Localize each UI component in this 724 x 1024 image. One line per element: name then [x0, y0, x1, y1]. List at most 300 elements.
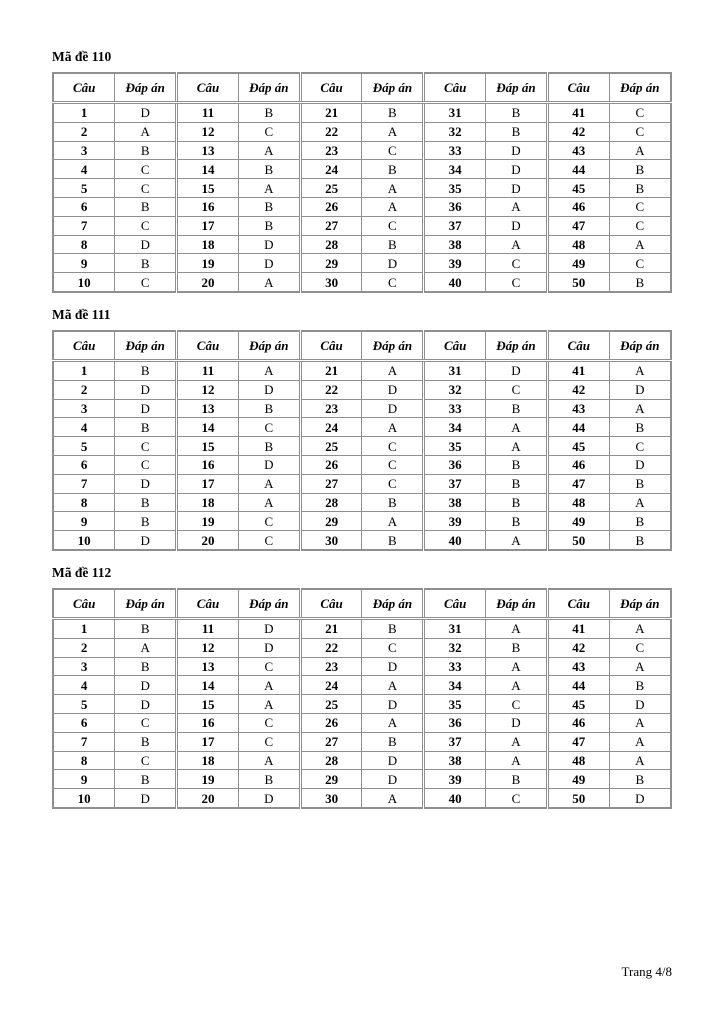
answer-cell: B [362, 619, 424, 639]
question-number: 38 [424, 751, 486, 770]
page-number: Trang 4/8 [621, 964, 672, 979]
table-row [53, 789, 671, 808]
header-dap-an: Đáp án [238, 73, 300, 103]
answer-cell: C [115, 713, 177, 732]
answer-cell: B [609, 474, 671, 493]
answer-cell: A [609, 619, 671, 639]
question-number: 38 [424, 493, 486, 512]
question-number: 43 [547, 141, 609, 160]
question-number: 26 [300, 713, 362, 732]
answer-cell: A [609, 732, 671, 751]
answer-cell: A [609, 493, 671, 512]
answer-cell: C [609, 638, 671, 657]
answer-cell: B [486, 455, 548, 474]
answer-cell: A [362, 197, 424, 216]
answer-table [52, 588, 672, 809]
question-number: 39 [424, 254, 486, 273]
question-number: 23 [300, 399, 362, 418]
answer-cell: A [362, 676, 424, 695]
answer-cell: B [362, 531, 424, 550]
answer-cell: D [238, 789, 300, 808]
question-number: 23 [300, 657, 362, 676]
question-number: 12 [177, 380, 239, 399]
question-number: 44 [547, 160, 609, 179]
question-number: 15 [177, 437, 239, 456]
answer-cell: A [362, 713, 424, 732]
question-number: 45 [547, 695, 609, 714]
question-number: 19 [177, 512, 239, 531]
question-number: 11 [177, 361, 239, 381]
question-number: 14 [177, 676, 239, 695]
question-number: 37 [424, 474, 486, 493]
answer-cell: D [486, 141, 548, 160]
answer-cell: A [362, 122, 424, 141]
answer-cell: D [115, 103, 177, 123]
question-number: 36 [424, 197, 486, 216]
answer-cell: C [115, 455, 177, 474]
answer-cell: A [362, 361, 424, 381]
question-number: 30 [300, 531, 362, 550]
answer-cell: C [486, 789, 548, 808]
question-number: 33 [424, 399, 486, 418]
answer-cell: B [362, 493, 424, 512]
answer-cell: B [115, 770, 177, 789]
answer-cell: C [362, 273, 424, 292]
question-number: 48 [547, 235, 609, 254]
header-cau: Câu [424, 73, 486, 103]
answer-cell: D [115, 380, 177, 399]
question-number: 2 [53, 122, 115, 141]
question-number: 11 [177, 103, 239, 123]
answer-cell: B [115, 254, 177, 273]
answer-cell: D [362, 399, 424, 418]
answer-cell: C [238, 512, 300, 531]
question-number: 26 [300, 197, 362, 216]
question-number: 45 [547, 179, 609, 198]
answer-cell: D [115, 676, 177, 695]
answer-cell: D [115, 789, 177, 808]
table-row [53, 455, 671, 474]
answer-cell: A [486, 437, 548, 456]
question-number: 6 [53, 455, 115, 474]
answer-cell: D [609, 380, 671, 399]
question-number: 34 [424, 676, 486, 695]
question-number: 14 [177, 418, 239, 437]
section-title: Mã đề 110 [52, 49, 112, 64]
question-number: 31 [424, 361, 486, 381]
question-number: 46 [547, 197, 609, 216]
answer-cell: A [362, 179, 424, 198]
table-row [53, 512, 671, 531]
answer-cell: B [486, 493, 548, 512]
question-number: 25 [300, 695, 362, 714]
answer-cell: C [238, 531, 300, 550]
table-row [53, 197, 671, 216]
answer-cell: A [115, 638, 177, 657]
question-number: 40 [424, 789, 486, 808]
answer-cell: C [486, 380, 548, 399]
question-number: 15 [177, 695, 239, 714]
header-cau: Câu [177, 331, 239, 361]
question-number: 5 [53, 695, 115, 714]
question-number: 17 [177, 732, 239, 751]
header-cau: Câu [547, 589, 609, 619]
question-number: 30 [300, 789, 362, 808]
question-number: 27 [300, 732, 362, 751]
answer-cell: B [115, 732, 177, 751]
question-number: 8 [53, 751, 115, 770]
question-number: 9 [53, 254, 115, 273]
answer-cell: C [362, 474, 424, 493]
answer-cell: A [486, 619, 548, 639]
table-row [53, 361, 671, 381]
question-number: 3 [53, 399, 115, 418]
answer-cell: B [238, 770, 300, 789]
answer-cell: A [362, 789, 424, 808]
question-number: 19 [177, 770, 239, 789]
question-number: 37 [424, 732, 486, 751]
section-title: Mã đề 112 [52, 565, 112, 580]
question-number: 17 [177, 474, 239, 493]
answer-cell: B [362, 160, 424, 179]
question-number: 7 [53, 474, 115, 493]
question-number: 24 [300, 418, 362, 437]
question-number: 2 [53, 638, 115, 657]
question-number: 33 [424, 657, 486, 676]
answer-section [52, 48, 672, 293]
answer-cell: B [609, 273, 671, 292]
table-row [53, 770, 671, 789]
question-number: 3 [53, 141, 115, 160]
answer-cell: A [609, 235, 671, 254]
question-number: 16 [177, 713, 239, 732]
question-number: 15 [177, 179, 239, 198]
answer-cell: C [115, 751, 177, 770]
question-number: 21 [300, 619, 362, 639]
question-number: 3 [53, 657, 115, 676]
answer-cell: A [486, 418, 548, 437]
answer-cell: A [486, 676, 548, 695]
table-row [53, 695, 671, 714]
answer-cell: B [609, 160, 671, 179]
question-number: 30 [300, 273, 362, 292]
table-row [53, 437, 671, 456]
table-row [53, 122, 671, 141]
answer-cell: B [486, 512, 548, 531]
answer-cell: B [238, 160, 300, 179]
answer-cell: C [609, 437, 671, 456]
table-row [53, 179, 671, 198]
question-number: 29 [300, 770, 362, 789]
answer-cell: A [238, 361, 300, 381]
question-number: 47 [547, 732, 609, 751]
answer-cell: B [115, 197, 177, 216]
header-dap-an: Đáp án [609, 331, 671, 361]
section-title: Mã đề 111 [52, 307, 111, 322]
answer-cell: D [115, 474, 177, 493]
question-number: 40 [424, 531, 486, 550]
answer-cell: C [115, 216, 177, 235]
table-row [53, 657, 671, 676]
table-row [53, 141, 671, 160]
table-row [53, 713, 671, 732]
header-dap-an: Đáp án [486, 331, 548, 361]
question-number: 37 [424, 216, 486, 235]
question-number: 14 [177, 160, 239, 179]
answer-cell: C [362, 455, 424, 474]
question-number: 33 [424, 141, 486, 160]
answer-cell: A [238, 676, 300, 695]
table-row [53, 751, 671, 770]
answer-cell: D [238, 455, 300, 474]
answer-cell: A [238, 751, 300, 770]
answer-table [52, 330, 672, 551]
header-dap-an: Đáp án [238, 331, 300, 361]
question-number: 49 [547, 512, 609, 531]
answer-cell: C [238, 657, 300, 676]
answer-cell: A [609, 141, 671, 160]
answer-cell: D [115, 399, 177, 418]
question-number: 35 [424, 695, 486, 714]
question-number: 27 [300, 474, 362, 493]
answer-cell: D [486, 713, 548, 732]
question-number: 24 [300, 160, 362, 179]
answer-cell: C [609, 103, 671, 123]
answer-cell: C [115, 179, 177, 198]
answer-cell: B [238, 216, 300, 235]
answer-cell: D [609, 455, 671, 474]
question-number: 8 [53, 493, 115, 512]
answer-cell: D [362, 380, 424, 399]
question-number: 48 [547, 493, 609, 512]
question-number: 31 [424, 619, 486, 639]
question-number: 19 [177, 254, 239, 273]
answer-cell: C [238, 418, 300, 437]
answer-cell: C [362, 216, 424, 235]
answer-cell: B [115, 512, 177, 531]
answer-cell: A [486, 732, 548, 751]
answer-cell: D [362, 751, 424, 770]
question-number: 8 [53, 235, 115, 254]
question-number: 4 [53, 160, 115, 179]
answer-cell: D [362, 695, 424, 714]
question-number: 29 [300, 512, 362, 531]
answer-cell: B [486, 474, 548, 493]
answer-cell: D [238, 619, 300, 639]
question-number: 39 [424, 770, 486, 789]
header-cau: Câu [547, 73, 609, 103]
question-number: 50 [547, 789, 609, 808]
header-cau: Câu [300, 331, 362, 361]
header-dap-an: Đáp án [238, 589, 300, 619]
question-number: 10 [53, 273, 115, 292]
question-number: 43 [547, 657, 609, 676]
answer-cell: B [609, 531, 671, 550]
question-number: 28 [300, 751, 362, 770]
answer-cell: A [362, 512, 424, 531]
answer-cell: C [238, 732, 300, 751]
question-number: 4 [53, 418, 115, 437]
answer-cell: C [486, 254, 548, 273]
question-number: 39 [424, 512, 486, 531]
answer-cell: B [486, 103, 548, 123]
question-number: 28 [300, 235, 362, 254]
question-number: 18 [177, 235, 239, 254]
question-number: 2 [53, 380, 115, 399]
answer-cell: B [115, 657, 177, 676]
question-number: 22 [300, 122, 362, 141]
answer-cell: D [486, 361, 548, 381]
answer-cell: B [115, 619, 177, 639]
question-number: 13 [177, 141, 239, 160]
question-number: 42 [547, 380, 609, 399]
question-number: 5 [53, 179, 115, 198]
answer-cell: B [609, 179, 671, 198]
answer-cell: B [609, 770, 671, 789]
question-number: 31 [424, 103, 486, 123]
header-dap-an: Đáp án [362, 73, 424, 103]
answer-cell: A [609, 399, 671, 418]
answer-cell: D [362, 254, 424, 273]
question-number: 10 [53, 789, 115, 808]
answer-cell: B [609, 418, 671, 437]
header-cau: Câu [53, 589, 115, 619]
answer-cell: B [362, 732, 424, 751]
question-number: 32 [424, 122, 486, 141]
question-number: 25 [300, 437, 362, 456]
table-row [53, 474, 671, 493]
table-row [53, 380, 671, 399]
question-number: 43 [547, 399, 609, 418]
answer-cell: B [115, 361, 177, 381]
question-number: 44 [547, 418, 609, 437]
answer-cell: B [362, 103, 424, 123]
question-number: 46 [547, 455, 609, 474]
header-dap-an: Đáp án [362, 331, 424, 361]
question-number: 28 [300, 493, 362, 512]
question-number: 26 [300, 455, 362, 474]
header-cau: Câu [424, 331, 486, 361]
header-cau: Câu [53, 73, 115, 103]
question-number: 9 [53, 512, 115, 531]
question-number: 21 [300, 103, 362, 123]
question-number: 6 [53, 197, 115, 216]
header-dap-an: Đáp án [362, 589, 424, 619]
answer-cell: B [238, 103, 300, 123]
answer-cell: B [238, 197, 300, 216]
question-number: 5 [53, 437, 115, 456]
question-number: 49 [547, 770, 609, 789]
question-number: 45 [547, 437, 609, 456]
question-number: 18 [177, 493, 239, 512]
header-dap-an: Đáp án [486, 73, 548, 103]
question-number: 22 [300, 380, 362, 399]
header-cau: Câu [300, 589, 362, 619]
header-cau: Câu [547, 331, 609, 361]
answer-cell: B [362, 235, 424, 254]
answer-cell: B [238, 437, 300, 456]
answer-cell: A [486, 531, 548, 550]
question-number: 34 [424, 418, 486, 437]
answer-cell: D [115, 531, 177, 550]
answer-cell: B [486, 770, 548, 789]
question-number: 20 [177, 789, 239, 808]
header-cau: Câu [424, 589, 486, 619]
question-number: 11 [177, 619, 239, 639]
header-cau: Câu [177, 73, 239, 103]
question-number: 38 [424, 235, 486, 254]
table-row [53, 619, 671, 639]
header-dap-an: Đáp án [115, 589, 177, 619]
question-number: 18 [177, 751, 239, 770]
question-number: 13 [177, 657, 239, 676]
question-number: 50 [547, 273, 609, 292]
answer-cell: A [238, 141, 300, 160]
answer-cell: B [486, 399, 548, 418]
answer-section [52, 306, 672, 551]
answer-cell: B [609, 512, 671, 531]
answer-cell: C [362, 437, 424, 456]
question-number: 41 [547, 103, 609, 123]
question-number: 49 [547, 254, 609, 273]
question-number: 35 [424, 179, 486, 198]
answer-cell: A [609, 361, 671, 381]
question-number: 50 [547, 531, 609, 550]
answer-cell: D [362, 770, 424, 789]
answer-cell: A [238, 474, 300, 493]
question-number: 16 [177, 197, 239, 216]
question-number: 41 [547, 361, 609, 381]
answer-cell: D [609, 695, 671, 714]
answer-cell: C [362, 141, 424, 160]
question-number: 42 [547, 122, 609, 141]
answer-cell: A [238, 179, 300, 198]
question-number: 13 [177, 399, 239, 418]
answer-cell: A [238, 695, 300, 714]
question-number: 32 [424, 380, 486, 399]
question-number: 16 [177, 455, 239, 474]
answer-cell: D [115, 235, 177, 254]
question-number: 27 [300, 216, 362, 235]
table-row [53, 399, 671, 418]
question-number: 1 [80, 105, 88, 121]
answer-cell: B [115, 493, 177, 512]
answer-cell: C [238, 122, 300, 141]
table-row [53, 531, 671, 550]
answer-cell: B [115, 141, 177, 160]
header-cau: Câu [177, 589, 239, 619]
question-number: 48 [547, 751, 609, 770]
question-number: 6 [53, 713, 115, 732]
answer-cell: D [238, 638, 300, 657]
table-row [53, 732, 671, 751]
question-number: 36 [424, 455, 486, 474]
answer-cell: B [238, 399, 300, 418]
answer-cell: B [486, 638, 548, 657]
answer-cell: D [238, 380, 300, 399]
question-number: 9 [53, 770, 115, 789]
question-number: 20 [177, 531, 239, 550]
answer-table [52, 72, 672, 293]
question-number: 47 [547, 216, 609, 235]
question-number: 20 [177, 273, 239, 292]
question-number: 47 [547, 474, 609, 493]
answer-section [52, 564, 672, 809]
answer-cell: D [238, 254, 300, 273]
header-cau: Câu [300, 73, 362, 103]
answer-cell: C [609, 254, 671, 273]
answer-cell: C [609, 216, 671, 235]
